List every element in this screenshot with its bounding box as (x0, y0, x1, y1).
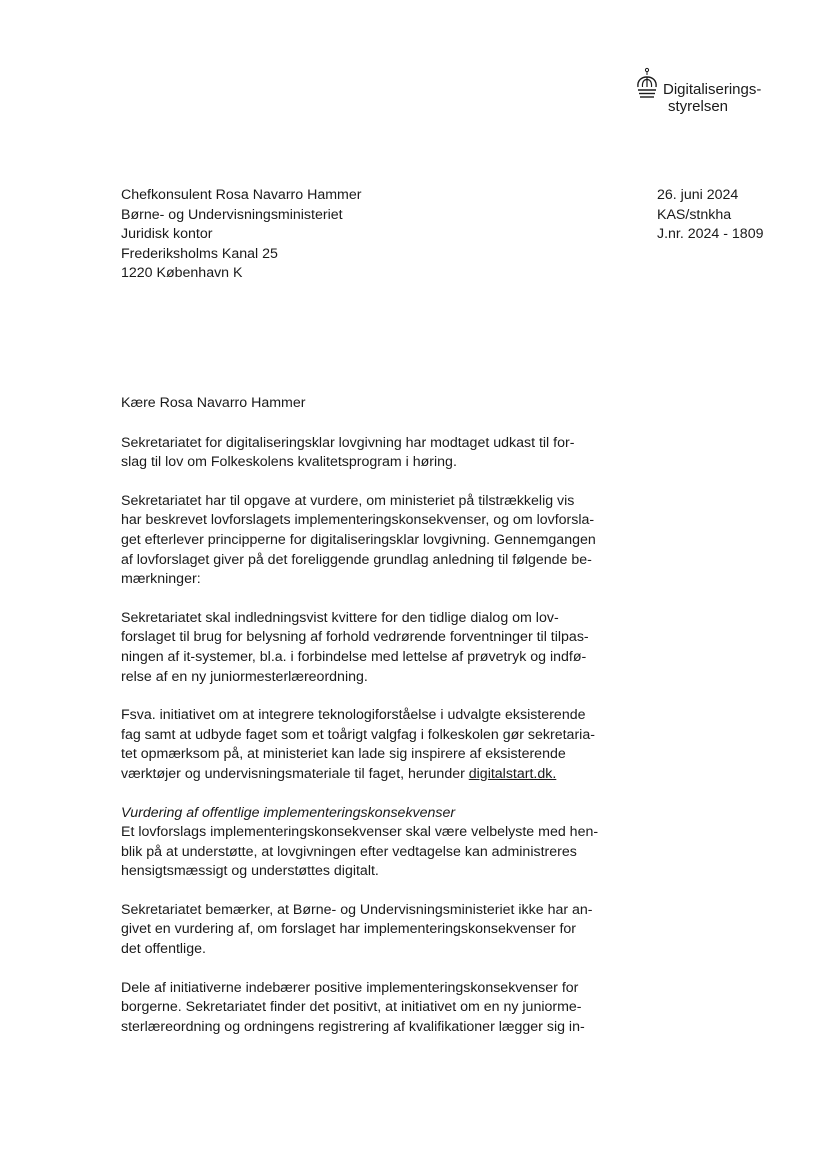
text-line: fag samt at udbyde faget som et toårigt valgfag i folkeskolen gør sekretaria- (121, 726, 595, 743)
logo-wordmark (663, 81, 761, 115)
text-line: Sekretariatet har til opgave at vurdere, om ministeriet på tilstrækkelig vis (121, 492, 575, 509)
recipient-name: Chefkonsulent Rosa Navarro Hammer (121, 187, 362, 203)
salutation: Kære Rosa Navarro Hammer (121, 395, 306, 411)
text-line: har beskrevet lovforslagets implementeringskonsekvenser, og om lovforsla- (121, 512, 595, 529)
text-line: af lovforslaget giver på det foreliggende grundlag anledning til følgende be- (121, 551, 592, 568)
text-line: givet en vurdering af, om forslaget har implementeringskonsekvenser for (121, 921, 577, 938)
journal-number: J.nr. 2024 - 1809 (657, 226, 764, 242)
recipient-address (121, 186, 362, 284)
agency-logo (634, 67, 761, 115)
paragraph-6 (121, 901, 651, 960)
section-heading: Vurdering af offentlige implementeringskonsekvenser (121, 804, 456, 821)
paragraph-4 (121, 706, 651, 784)
text-line: forslaget til brug for belysning af forhold vedrørende forventninger til tilpas- (121, 629, 589, 646)
text-line: Dele af initiativerne indebærer positive implementeringskonsekvenser for (121, 979, 579, 996)
recipient-department: Juridisk kontor (121, 226, 213, 242)
text-line: tet opmærksom på, at ministeriet kan lade sig inspirere af eksisterende (121, 746, 566, 763)
recipient-street: Frederiksholms Kanal 25 (121, 245, 278, 262)
letter-date: 26. juni 2024 (657, 187, 739, 203)
text-line: Sekretariatet bemærker, at Børne- og Undervisningsministeriet ikke har an- (121, 901, 593, 918)
text-line: Sekretariatet for digitaliseringsklar lovgivning har modtaget udkast til for- (121, 434, 575, 451)
text-line: hensigtsmæssigt og understøttes digitalt. (121, 863, 379, 880)
text-line: relse af en ny juniormesterlæreordning. (121, 668, 368, 685)
paragraph-3 (121, 609, 651, 687)
text-line: Sekretariatet skal indledningsvist kvittere for den tidlige dialog om lov- (121, 609, 559, 626)
text-line: det offentlige. (121, 941, 206, 958)
text-line: mærkninger: (121, 571, 201, 588)
recipient-organisation: Børne- og Undervisningsministeriet (121, 206, 343, 223)
text-line: Et lovforslags implementeringskonsekvenser skal være velbelyste med hen- (121, 824, 599, 841)
paragraph-5 (121, 804, 651, 882)
paragraph-1 (121, 434, 651, 473)
text-segment: værktøjer og undervisningsmateriale til faget, herunder (121, 765, 469, 782)
text-line: slag til lov om Folkeskolens kvalitetsprogram i høring. (121, 454, 457, 471)
text-line: sterlæreordning og ordningens registrering af kvalifikationer lægger sig in- (121, 1018, 585, 1035)
text-line: borgerne. Sekretariatet finder det positivt, at initiativet om en ny juniorme- (121, 999, 582, 1016)
crown-icon (634, 67, 660, 101)
logo-line-2: styrelsen (668, 98, 729, 115)
digitalstart-link[interactable]: digitalstart.dk. (468, 765, 557, 782)
text-line: blik på at understøtte, at lovgivningen efter vedtagelse kan administreres (121, 843, 577, 860)
letter-meta (657, 186, 763, 245)
text-line: get efterlever principperne for digitaliseringsklar lovgivning. Gennemgangen (121, 531, 596, 548)
text-line: ningen af it-systemer, bl.a. i forbindelse med lettelse af prøvetryk og indfø- (121, 648, 587, 665)
letter-initials: KAS/stnkha (657, 206, 732, 223)
logo-line-1: Digitaliserings- (663, 81, 762, 98)
paragraph-7 (121, 979, 651, 1038)
letter-body (121, 394, 651, 1056)
recipient-city: 1220 København K (121, 265, 243, 281)
text-line: Fsva. initiativet om at integrere teknologiforståelse i udvalgte eksisterende (121, 707, 586, 724)
paragraph-2 (121, 492, 651, 590)
text-line (121, 765, 651, 785)
